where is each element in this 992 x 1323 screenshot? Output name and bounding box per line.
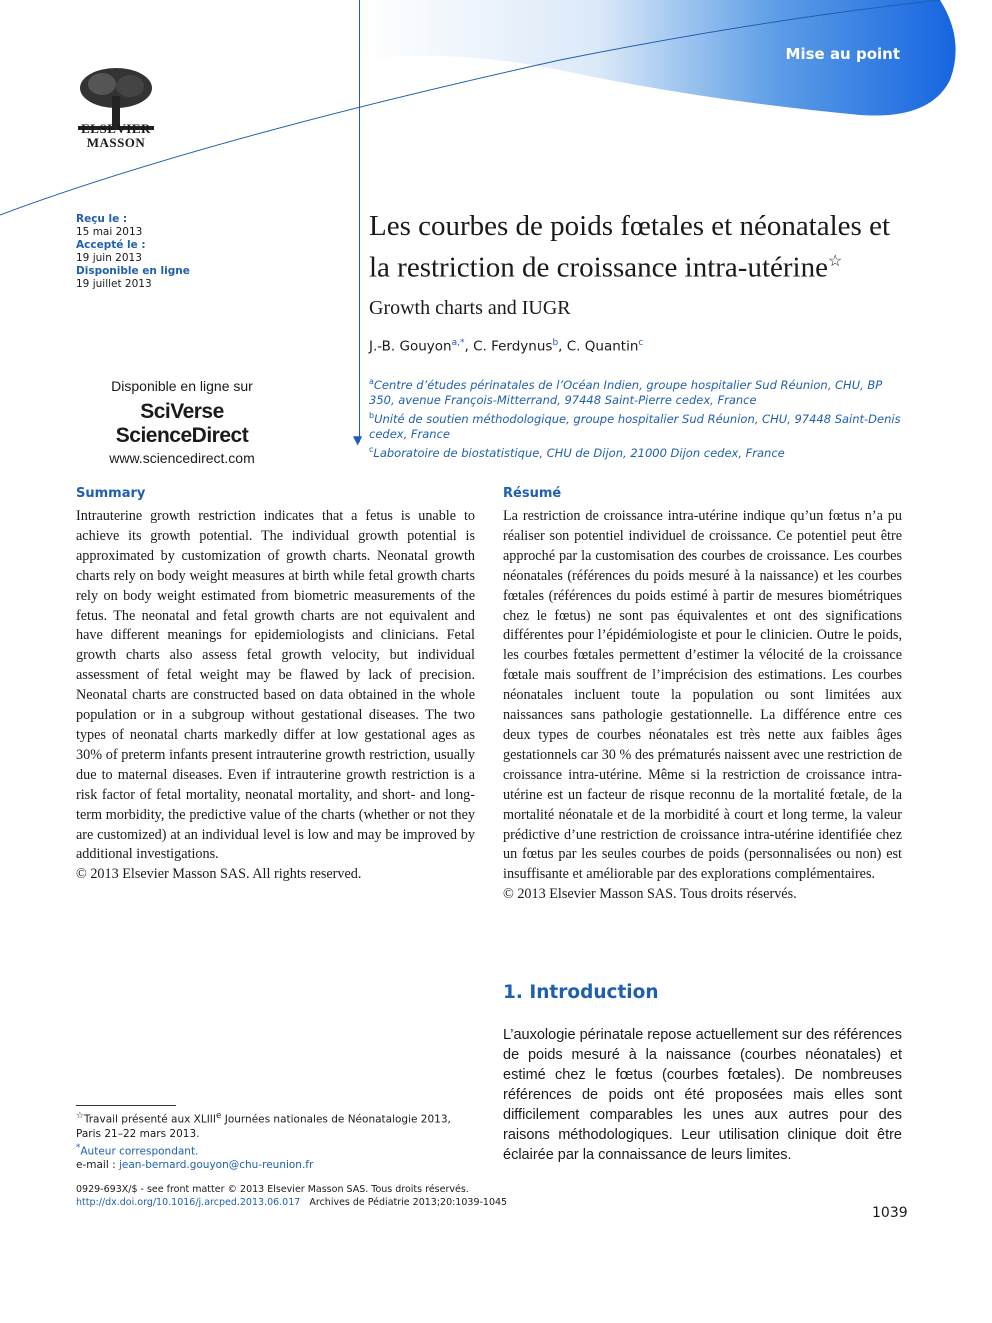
accepted-label: Accepté le : [76, 239, 146, 251]
section-label: Mise au point [785, 45, 900, 63]
summary-heading: Summary [76, 486, 146, 501]
online-availability [76, 378, 288, 466]
affiliation-mark: a [369, 377, 374, 386]
email-label: e-mail : [76, 1159, 119, 1171]
affiliation-list [369, 374, 909, 460]
author-name: C. Ferdynus [473, 338, 553, 355]
footnote-rule [76, 1105, 176, 1106]
author-name: C. Quantin [566, 338, 639, 355]
author-affil-mark[interactable]: b [552, 338, 559, 348]
resume-text: La restriction de croissance intra-utérine indique qu’un fœtus n’a pu réaliser son potentiel individuel de croissance. Ce potentiel peut être approché par la customisation des courbes de croissance. Les courbes néonatales (références du poids mesuré à la naissance) et les courbes fœtales (références du poids estimé à partir de mesures biométriques chez le fœtus) ne sont pas équivalentes et ont des significations différentes pour l’épidémiologiste et pour le clinicien. Outre le poids, les courbes fœtales permettent d’estimer la vélocité de la croissance fœtale mais souffrent de l’imprécision des estimations. Les courbes néonatales incluent toute la population ou sont limitées aux naissances sans pathologie gestationnelle. La différence entre ces deux types de courbes néonatales est très nette aux faibles âges gestationnels car 30 % des prématurés naissent avec une restriction de croissance intra-utérine. Même si la restriction de croissance intra-utérine est un facteur de risque reconnu de la mortalité fœtale, de la mortalité néonatale et de la morbidité à court et long terme, la valeur prédictive d’une restriction de croissance intra-utérine identifiée chez un fœtus par les seules courbes de poids (personnalisées ou non) est insuffisante et améliorable par des explorations complémentaires. [503, 508, 902, 883]
publisher-line1: ELSEVIER [81, 121, 151, 136]
resume-body [503, 507, 902, 905]
title-footnote-mark[interactable]: ☆ [827, 253, 843, 270]
author-list: J.-B. Gouyon$^{a,*}$, C. Ferdynus$^b$, C. Quantin$^c$ [369, 338, 644, 355]
article-dates [76, 213, 190, 291]
resume-heading: Résumé [503, 486, 562, 501]
summary-body [76, 507, 475, 885]
sciencedirect-brand: SciVerse ScienceDirect [115, 400, 249, 447]
online-prefix: Disponible en ligne sur [111, 378, 253, 394]
affiliation-text: Unité de soutien méthodologique, groupe hospitalier Sud Réunion, CHU, 97448 Saint-Denis cedex, France [369, 411, 901, 441]
footnote-sup: e [216, 1111, 222, 1121]
footnote-asterisk: * [76, 1142, 81, 1153]
footnote-presented [76, 1109, 468, 1141]
issn-line: 0929-693X/$ - see front matter © 2013 Elsevier Masson SAS. Tous droits réservés. [76, 1184, 469, 1195]
received-label: Reçu le : [76, 213, 128, 225]
corresponding-author-label: Auteur correspondant. [80, 1145, 199, 1157]
footnote-text: Travail présenté aux XLIII [83, 1113, 216, 1126]
resume-copyright: © 2013 Elsevier Masson SAS. Tous droits réservés. [503, 886, 797, 903]
introduction-heading: 1. Introduction [503, 982, 659, 1003]
footnote-text: Journées nationales de Néonatalogie 2013, Paris 21–22 mars 2013. [76, 1113, 451, 1140]
author-affil-mark[interactable]: a,* [451, 338, 465, 348]
title-text: Les courbes de poids fœtales et néonatales et la restriction de croissance intra-utérine [369, 210, 891, 284]
publisher-line2: MASSON [86, 135, 146, 150]
online-label: Disponible en ligne [76, 265, 190, 277]
summary-text: Intrauterine growth restriction indicates that a fetus is unable to achieve its growth potential. The individual growth potential is approximated by customization of growth charts. Neonatal growth charts rely on body weight measures at birth while fetal growth charts rely on body weight estimated from biometric measurements of the fetus. The neonatal and fetal growth charts are not equivalent and have different meanings for epidemiologists and clinicians. Fetal growth charts also assess fetal growth velocity, but individual assessment of fetal weight may be flawed by lack of precision. Neonatal charts are constructed based on data obtained in the whole population or in a subgroup without gestational diseases. The two types of neonatal charts markedly differ at low gestational ages as 30% of preterm infants present intrauterine growth restriction, usually due to maternal diseases. Even if intrauterine growth restriction is a risk factor of fetal mortality, neonatal mortality, and short- and long-term morbidity, the predictive value of the charts (whether or not they are customized) at an individual level is low and may be improved by additional investigations. [76, 508, 475, 863]
publisher-name [72, 122, 160, 150]
introduction-body: L’auxologie périnatale repose actuellement sur des références de poids mesuré à la naissance (courbes néonatales) et estimé chez le fœtus (courbes fœtales). De nombreuses références de poids ont été proposées mais elles sont difficilement comparables les unes aux autres pour des raisons méthodologiques. Leur utilisation clinique doit être éclairée par la connaissance de leurs limites. [503, 1027, 902, 1163]
arrow-down-icon: ▼ [353, 433, 363, 447]
online-value: 19 juillet 2013 [76, 278, 152, 290]
journal-citation: Archives de Pédiatrie 2013;20:1039-1045 [309, 1197, 508, 1208]
footnote-email [76, 1158, 468, 1172]
doi-journal-line [76, 1196, 507, 1209]
article-subtitle: Growth charts and IUGR [369, 297, 571, 319]
footnote-star-mark: ☆ [76, 1111, 84, 1121]
summary-copyright: © 2013 Elsevier Masson SAS. All rights reserved. [76, 866, 362, 883]
affiliation-text: Laboratoire de biostatistique, CHU de Dijon, 21000 Dijon cedex, France [373, 445, 785, 460]
affiliation-item [369, 442, 909, 461]
author-name: J.-B. Gouyon [369, 338, 452, 355]
affiliation-mark: c [369, 444, 374, 454]
affiliation-item [369, 408, 909, 442]
article-title [369, 208, 909, 286]
received-value: 15 mai 2013 [76, 226, 143, 238]
bottom-meta [76, 1183, 507, 1209]
author-affil-mark[interactable]: c [638, 338, 644, 348]
doi-link[interactable]: http://dx.doi.org/10.1016/j.arcped.2013.06.017 [76, 1197, 301, 1208]
sciencedirect-link[interactable]: www.sciencedirect.com [109, 450, 255, 466]
vertical-divider [359, 0, 360, 442]
affiliation-mark: b [369, 410, 375, 420]
affiliation-item [369, 374, 909, 408]
affiliation-text: Centre d’études périnatales de l’Océan Indien, groupe hospitalier Sud Réunion, CHU, BP 350, avenue François-Mitterrand, 97448 Saint-Pierre cedex, France [369, 377, 883, 407]
accepted-value: 19 juin 2013 [76, 252, 142, 264]
page-number: 1039 [872, 1205, 908, 1221]
footnotes [76, 1109, 468, 1172]
email-link[interactable]: jean-bernard.gouyon@chu-reunion.fr [118, 1159, 314, 1171]
footnote-corresponding [76, 1141, 468, 1159]
